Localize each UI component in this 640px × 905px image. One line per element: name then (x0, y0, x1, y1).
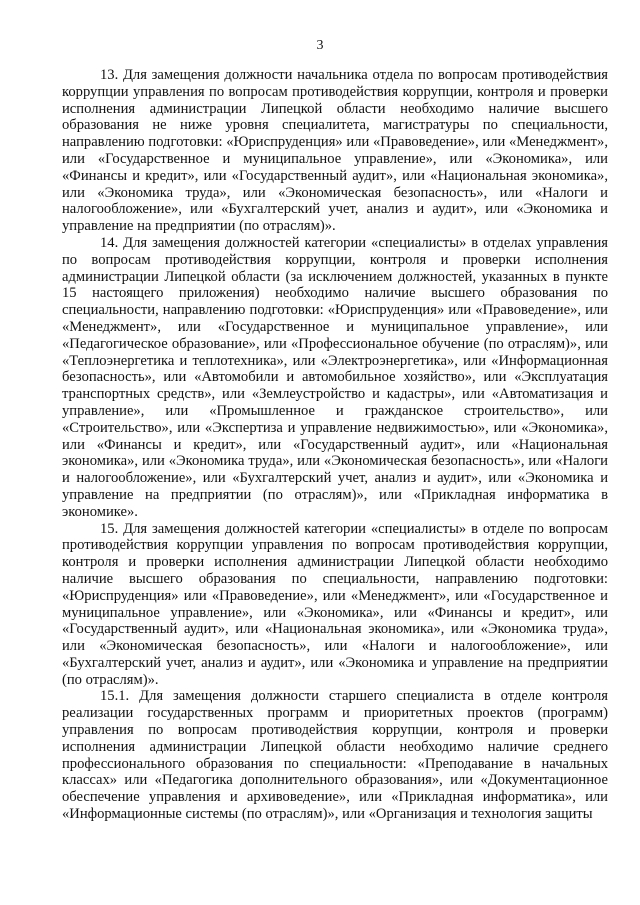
page-number: 3 (316, 38, 324, 53)
paragraph-13: 13. Для замещения должности начальника отдела по вопросам противодействия коррупции управления по вопросам противодействия коррупции, контроля и проверки исполнения администрации Липецкой области необходимо наличие высшего образования не ниже уровня специалитета, магистратуры по специальности, направлению подготовки: «Юриспруденция» или «Правоведение», или «Менеджмент», или «Государственное и муниципальное управление», или «Экономика», или «Финансы и кредит», или «Государственный аудит», или «Национальная экономика», или «Экономика труда», или «Экономическая безопасность», или «Налоги и налогообложение», или «Бухгалтерский учет, анализ и аудит», или «Экономика и управление на предприятии (по отраслям)». (62, 67, 608, 235)
paragraph-15-1: 15.1. Для замещения должности старшего специалиста в отделе контроля реализации государственных программ и приоритетных проектов (программ) управления по вопросам противодействия коррупции, контроля и проверки исполнения администрации Липецкой области необходимо наличие среднего профессионального образования по специальности: «Преподавание в начальных классах» или «Педагогика дополнительного образования», или «Документационное обеспечение управления и архивоведение», или «Прикладная информатика», или «Информационные системы (по отраслям)», или «Организация и технология защиты (62, 688, 608, 823)
paragraph-15: 15. Для замещения должностей категории «специалисты» в отделе по вопросам противодействия коррупции управления по вопросам противодействия коррупции, контроля и проверки исполнения администрации Липецкой области необходимо наличие высшего образования по специальности, направлению подготовки: «Юриспруденция» или «Правоведение», или «Менеджмент», или «Государственное и муниципальное управление», или «Экономика», или «Финансы и кредит», или «Государственный аудит», или «Национальная экономика», или «Экономика труда», или «Экономическая безопасность», или «Налоги и налогообложение», или «Бухгалтерский учет, анализ и аудит», или «Экономика и управление на предприятии (по отраслям)». (62, 520, 608, 688)
document-body (62, 67, 608, 823)
paragraph-14: 14. Для замещения должностей категории «специалисты» в отделах управления по вопросам противодействия коррупции, контроля и проверки исполнения администрации Липецкой области (за исключением должностей, указанных в пункте 15 настоящего приложения) необходимо наличие высшего образования по специальности, направлению подготовки: «Юриспруденция» или «Правоведение», или «Менеджмент», или «Государственное и муниципальное управление», или «Педагогическое образование», или «Профессиональное обучение (по отраслям)», или «Теплоэнергетика и теплотехника», или «Электроэнергетика», или «Информационная безопасность», или «Автомобили и автомобильное хозяйство», или «Эксплуатация транспортных средств», или «Землеустройство и кадастры», или «Автоматизация и управление», или «Промышленное и гражданское строительство», или «Строительство», или «Экспертиза и управление недвижимостью», или «Экономика», или «Финансы и кредит», или «Государственный аудит», или «Национальная экономика», или «Экономика труда», или «Экономическая безопасность», или «Налоги и налогообложение», или «Бухгалтерский учет, анализ и аудит», или «Экономика и управление на предприятии (по отраслям)», или «Прикладная информатика в экономике». (62, 234, 608, 520)
